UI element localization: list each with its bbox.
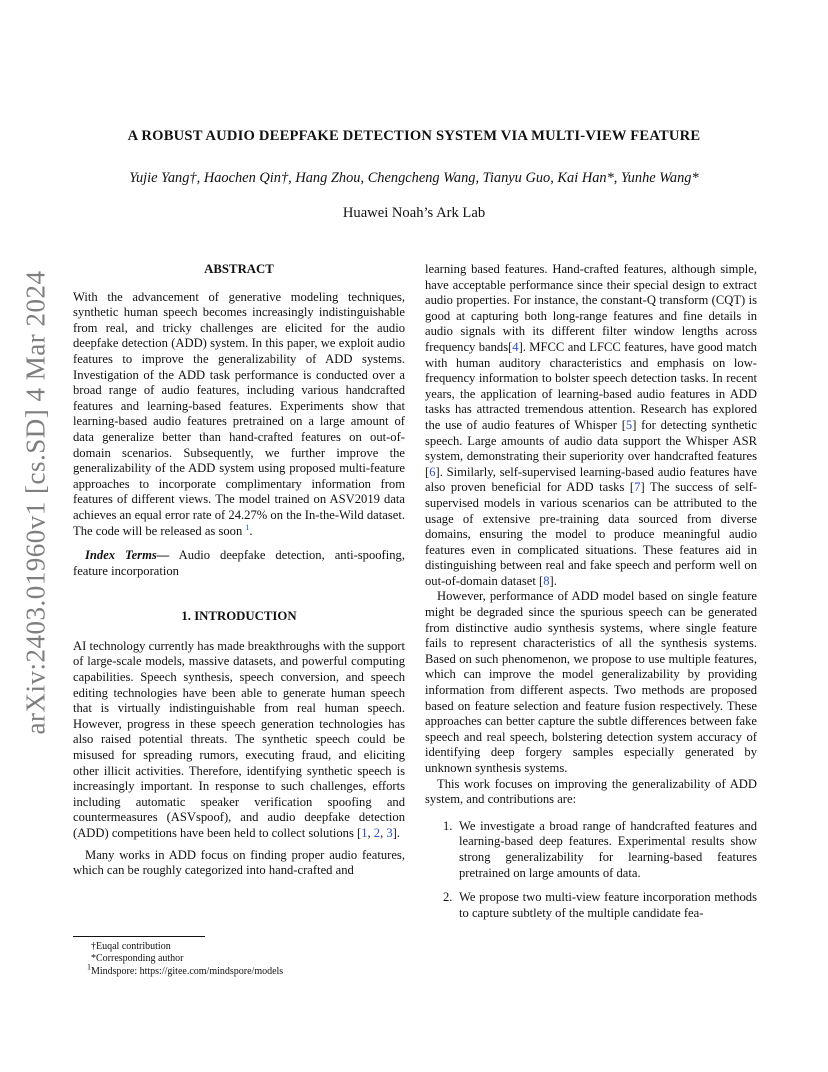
right-p1-text-f: ]. (549, 573, 557, 588)
right-p1-text-e: ] The success of self-supervised models in various scenarios can be attributed to the usage of extensive pre-training data sourced from diverse domains, ensuring the model to produce meaningful audio features even in complicated situations. These features aid in distinguishing between real and fake speech and perform well on out-of-domain dataset [ (425, 480, 758, 588)
citation-5[interactable]: 5 (625, 417, 633, 432)
list-item-number: 2. (443, 890, 453, 905)
paper-title: A ROBUST AUDIO DEEPFAKE DETECTION SYSTEM VIA MULTI-VIEW FEATURE (127, 128, 701, 144)
right-column (425, 262, 757, 930)
footnotes (73, 936, 405, 978)
abstract-end: . (249, 523, 253, 538)
citation-8[interactable]: 8 (543, 573, 550, 588)
citation-4[interactable]: 4 (512, 339, 519, 354)
list-item-number: 1. (443, 818, 453, 833)
right-paragraph-1 (425, 262, 757, 589)
introduction-heading: 1. INTRODUCTION (181, 609, 297, 624)
right-p1-text-d: ]. Similarly, self-supervised learning-based audio features have also proven beneficial for ADD tasks [ (425, 464, 757, 495)
citation-1[interactable]: 1 (361, 826, 368, 840)
left-column (73, 262, 405, 879)
right-p1-text-a: learning based features. Hand-crafted features, although simple, have acceptable performance since their special design to extract audio properties. For instance, the constant-Q transform (CQT) is good at capturing both long-range features and fine details in audio signals with its different filter window lengths across frequency bands[ (425, 262, 757, 354)
abstract-heading: ABSTRACT (204, 262, 274, 276)
footnote-equal-contribution: †Euqal contribution (91, 941, 171, 952)
contributions-list (425, 819, 757, 922)
footnote-mindspore (73, 962, 405, 978)
citation-7[interactable]: 7 (634, 480, 641, 495)
arxiv-identifier (18, 270, 54, 734)
index-terms-label: Index Terms— (85, 548, 170, 563)
intro-paragraph-2: Many works in ADD focus on finding proper audio features, which can be roughly categorized into hand-crafted and (73, 847, 405, 878)
author-list: Yujie Yang†, Haochen Qin†, Hang Zhou, Chengcheng Wang, Tianyu Guo, Kai Han*, Yunhe Wang* (129, 170, 699, 186)
citation-2[interactable]: 2 (373, 826, 381, 840)
affiliation: Huawei Noah’s Ark Lab (342, 205, 486, 221)
citation-3[interactable]: 3 (386, 826, 393, 840)
list-item-text: We investigate a broad range of handcrafted features and learning-based deep features. Experimental results show strong generalizability for learning-based features pretrained on large amounts of data. (459, 818, 757, 880)
list-item-text: We propose two multi-view feature incorporation methods to capture subtlety of the multiple candidate fea- (459, 890, 757, 920)
right-p1-text-b: ]. MFCC and LFCC features, have good match with human auditory characteristics and emphasis on low-frequency information to bolster speech detection tasks. In recent years, the application of learning-based audio features in ADD tasks has attracted tremendous attention. Research has explored the use of audio features of Whisper [ (425, 339, 757, 432)
list-item (425, 819, 757, 881)
intro-paragraph-1: AI technology currently has made breakthroughs with the support of large-scale models, massive datasets, and powerful computing capabilities. Speech synthesis, speech conversion, and speech editing technologies have been able to generate human speech that is virtually indistinguishable from real human speech. However, progress in these speech generation technologies has also raised potential threats. The synthetic speech could be misused for spreading rumors, executing fraud, and eliciting other illicit activities. Therefore, identifying synthetic speech is increasingly important. In response to such challenges, efforts including automatic speaker verification spoofing and countermeasures (ASVspoof), and audio deepfake detection (ADD) competitions have been held to collect solutions [1, 2, 3]. (73, 638, 405, 840)
abstract-text: With the advancement of generative modeling techniques, synthetic human speech becomes increasingly indistinguishable from real, and tricky challenges are elicited for the audio deepfake detection (ADD) system. In this paper, we exploit audio features to improve the generalizability of ADD systems. Investigation of the ADD task performance is conducted over a broad range of audio features, including various handcrafted features and learning-based features. Experiments show that learning-based audio features pretrained on a large amount of data generalize better than hand-crafted features on out-of-domain scenarios. Subsequently, we further improve the generalizability of the ADD system using proposed multi-feature approaches to incorporate complimentary information from features of different views. The model trained on ASV2019 data achieves an equal error rate of 24.27% on the In-the-Wild dataset. The code will be released as soon (73, 289, 405, 538)
index-terms-text: Audio deepfake detection, anti-spoofing, feature incorporation (73, 548, 405, 578)
citation-6[interactable]: 6 (429, 464, 436, 479)
footnote-corresponding-author: *Corresponding author (91, 953, 184, 965)
right-paragraph-3: This work focuses on improving the generalizability of ADD system, and contributions are: (425, 776, 757, 807)
footnote-link-1[interactable]: 1 (245, 522, 250, 532)
intro-p1-end: ]. (392, 826, 401, 840)
footnote-mindspore-text[interactable]: Mindspore: https://gitee.com/mindspore/models (91, 965, 284, 977)
footnote-rule (73, 936, 205, 937)
footnote-mark: 1 (87, 962, 91, 972)
list-item (425, 890, 757, 921)
index-terms (73, 548, 405, 579)
abstract-body (73, 290, 405, 540)
arxiv-identifier-text: arXiv:2403.01960v1 [cs.SD] 4 Mar 2024 (20, 270, 51, 734)
intro-p1-text: AI technology currently has made breakthroughs with the support of large-scale models, massive datasets, and powerful computing capabilities. Speech synthesis, speech conversion, and speech editing technologies have been able to generate human speech that is virtually indistinguishable from real human speech. However, progress in these speech generation technologies has also raised potential threats. The synthetic speech could be misused for spreading rumors, executing fraud, and eliciting other illicit activities. Therefore, identifying synthetic speech is increasingly important. In response to such challenges, efforts including automatic speaker verification spoofing and countermeasures (ASVspoof), and audio deepfake detection (ADD) competitions have been held to collect solutions [ (73, 638, 405, 840)
right-p1-text-c: ] for detecting synthetic speech. Large amounts of audio data support the Whisper ASR system, demonstrating their superiority over handcrafted features [ (425, 417, 757, 479)
right-paragraph-2: However, performance of ADD model based on single feature might be degraded since the spurious speech can be generated from distinctive audio synthesis systems, where single feature fails to represent characteristics of all the synthesis systems. Based on such phenomenon, we propose to use multiple features, which can improve the model generalizability by providing information from different aspects. Two methods are proposed based on feature selection and feature fusion respectively. These approaches can better capture the subtle differences between fake speech and real speech, bolstering detection system accuracy of identifying deep forgery samples especially generated by unknown synthesis systems. (425, 589, 757, 775)
